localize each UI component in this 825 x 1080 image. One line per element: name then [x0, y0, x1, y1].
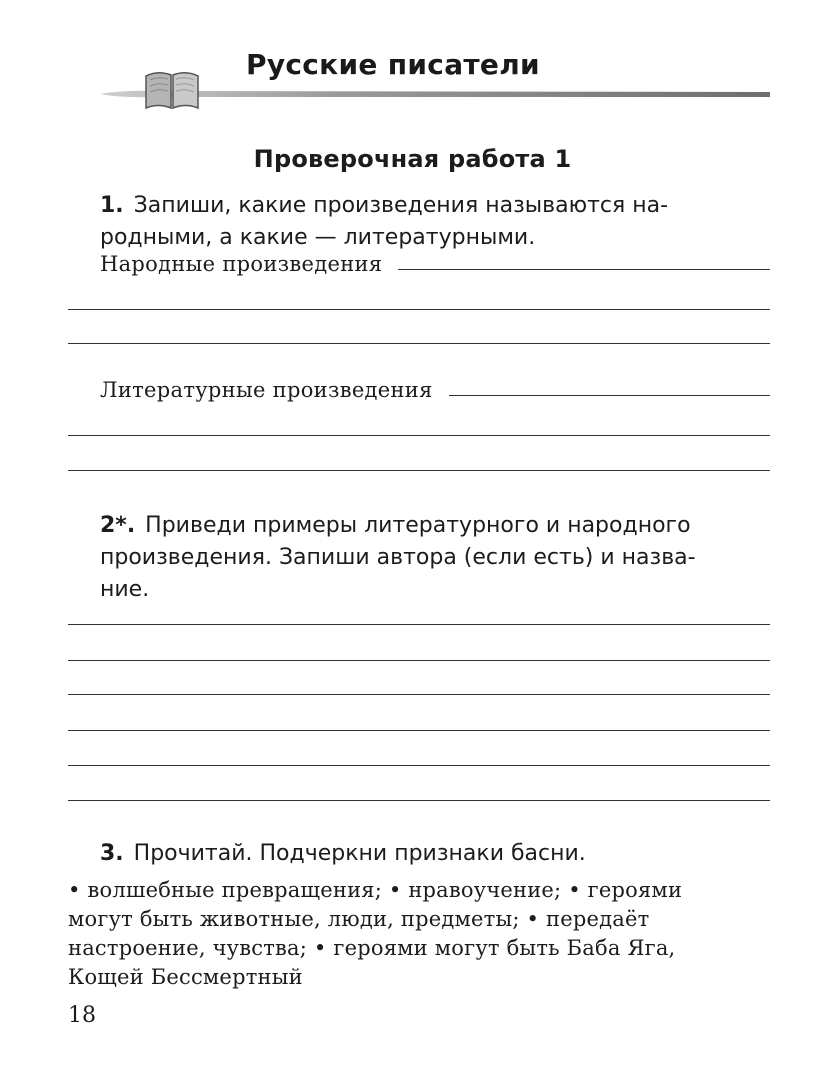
literary-works-row: [100, 378, 770, 402]
page-number: 18: [68, 1003, 96, 1028]
section-title: Проверочная работа 1: [253, 145, 572, 173]
answer-line[interactable]: [68, 343, 770, 344]
task-2-line-1: 2*. Приведи примеры литературного и народного: [100, 513, 691, 538]
answer-line[interactable]: [68, 765, 770, 766]
answer-line[interactable]: [68, 435, 770, 436]
options-line[interactable]: могут быть животные, люди, предметы; • передаёт: [68, 907, 650, 931]
answer-line[interactable]: [68, 694, 770, 695]
answer-line[interactable]: [68, 660, 770, 661]
task-1-line-1: 1. Запиши, какие произведения называются на-: [100, 193, 669, 218]
open-book-icon: [142, 66, 202, 112]
task-1-line-2: родными, а какие — литературными.: [100, 225, 536, 250]
literary-works-label: Литературные произведения: [100, 378, 433, 402]
answer-line[interactable]: [68, 309, 770, 310]
options-line[interactable]: • волшебные превращения; • нравоучение; • героями: [68, 878, 683, 902]
task-1-prompt: [100, 190, 770, 254]
answer-line[interactable]: [68, 470, 770, 471]
fable-features-options: [68, 876, 770, 992]
folk-works-answer-line[interactable]: [398, 268, 770, 270]
task-2-number: 2*.: [100, 513, 136, 538]
chapter-title: Русские писатели: [246, 48, 540, 81]
folk-works-row: [100, 252, 770, 276]
task-1-number: 1.: [100, 193, 124, 218]
answer-line[interactable]: [68, 624, 770, 625]
task-2-prompt: [100, 510, 770, 606]
literary-works-answer-line[interactable]: [449, 394, 770, 396]
options-line[interactable]: Кощей Бессмертный: [68, 965, 303, 989]
task-2-line-3: ние.: [100, 577, 150, 602]
task-3-number: 3.: [100, 841, 124, 866]
task-3-text: Прочитай. Подчеркни признаки басни.: [133, 841, 586, 866]
answer-line[interactable]: [68, 800, 770, 801]
folk-works-label: Народные произведения: [100, 252, 383, 276]
answer-line[interactable]: [68, 730, 770, 731]
task-3-prompt: [100, 838, 770, 870]
task-2-line-2: произведения. Запиши автора (если есть) и назва-: [100, 545, 696, 570]
options-line[interactable]: настроение, чувства; • героями могут быть Баба Яга,: [68, 936, 676, 960]
